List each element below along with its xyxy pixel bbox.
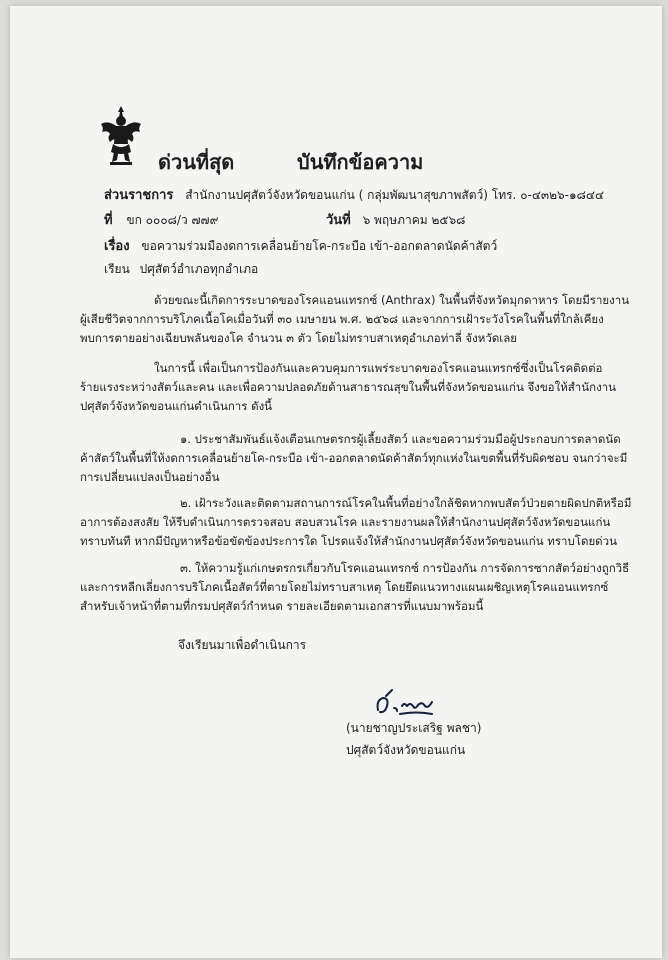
paragraph-line: ทราบทันที หากมีปัญหาหรือข้อขัดข้องประการใด โปรดแจ้งให้สำนักงานปศุสัตว์จังหวัดขอนแก่น ทราบโดยด่วน <box>80 534 617 548</box>
date-line <box>326 209 465 230</box>
paragraph-line: การเปลี่ยนแปลงเป็นอย่างอื่น <box>80 470 220 484</box>
recipient-label: เรียน <box>104 262 130 276</box>
subject-line <box>104 235 497 256</box>
paragraph-line: ร้ายแรงระหว่างสัตว์และคน และเพื่อความปลอดภัยด้านสาธารณสุขในพื้นที่จังหวัดขอนแก่น จึงขอให้สำนักงาน <box>80 380 617 394</box>
paragraph-line: และการหลีกเลี่ยงการบริโภคเนื้อสัตว์ที่ตายโดยไม่ทราบสาเหตุ โดยยึดแนวทางแผนเผชิญเหตุโรคแอนแทรกซ์ <box>80 580 609 594</box>
signer-position: ปศุสัตว์จังหวัดขอนแก่น <box>346 743 466 757</box>
date-label: วันที่ <box>326 213 351 228</box>
recipient-value: ปศุสัตว์อำเภอทุกอำเภอ <box>139 262 259 276</box>
paragraph-line: ปศุสัตว์จังหวัดขอนแก่นดำเนินการ ดังนี้ <box>80 399 273 413</box>
date-value: ๖ พฤษภาคม ๒๕๖๘ <box>362 213 466 227</box>
paragraph-line: ๒. เฝ้าระวังและติดตามสถานการณ์โรคในพื้นที่อย่างใกล้ชิดหากพบสัตว์ป่วยตายผิดปกติหรือมี <box>180 496 632 510</box>
action-item-2 <box>80 494 632 551</box>
reference-label: ที่ <box>104 213 113 228</box>
paragraph-line: อาการต้องสงสัย ให้รีบดำเนินการตรวจสอบ สอบสวนโรค และรายงานผลให้สำนักงานปศุสัตว์จังหวัดขอนแก่น <box>80 515 611 529</box>
paragraph-line: สำหรับเจ้าหน้าที่ตามที่กรมปศุสัตว์กำหนด รายละเอียดตามเอกสารที่แนบมาพร้อมนี้ <box>80 599 484 613</box>
paragraph-situation <box>80 291 630 348</box>
subject-value: ขอความร่วมมืองดการเคลื่อนย้ายโค-กระบือ เข้า-ออกตลาดนัดค้าสัตว์ <box>141 239 498 253</box>
action-item-1 <box>80 430 628 487</box>
paragraph-line: ผู้เสียชีวิตจากการบริโภคเนื้อโคเมื่อวันที่ ๓๐ เมษายน พ.ศ. ๒๕๖๘ และจากการเฝ้าระวังโรคในพื้นที่ใกล้เคียง <box>80 312 604 326</box>
action-item-3 <box>80 559 630 616</box>
handwritten-signature <box>370 686 440 720</box>
reference-value: ขก ๐๐๐๘/ว ๗๗๙ <box>126 213 219 227</box>
agency-value: สำนักงานปศุสัตว์จังหวัดขอนแก่น ( กลุ่มพัฒนาสุขภาพสัตว์) โทร. ๐-๔๓๒๖-๑๘๔๔ <box>185 188 605 202</box>
paragraph-line: ค้าสัตว์ในพื้นที่ให้งดการเคลื่อนย้ายโค-กระบือ เข้า-ออกตลาดนัดค้าสัตว์ทุกแห่งในเขตพื้นที่รับผิดชอบ จนกว่าจะมี <box>80 451 628 465</box>
subject-label: เรื่อง <box>104 239 130 254</box>
paragraph-purpose <box>80 359 620 416</box>
garuda-emblem-icon <box>98 104 144 166</box>
urgency-stamp: ด่วนที่สุด <box>158 150 235 174</box>
recipient-line <box>104 260 258 279</box>
closing-line: จึงเรียนมาเพื่อดำเนินการ <box>178 638 307 652</box>
agency-line <box>104 184 604 205</box>
paragraph-line: ในการนี้ เพื่อเป็นการป้องกันและควบคุมการแพร่ระบาดของโรคแอนแทรกซ์ซึ่งเป็นโรคติดต่อ <box>154 361 603 375</box>
paragraph-line: ด้วยขณะนี้เกิดการระบาดของโรคแอนแทรกซ์ (Anthrax) ในพื้นที่จังหวัดมุกดาหาร โดยมีรายงาน <box>154 293 630 307</box>
reference-line <box>104 209 218 230</box>
signer-name: (นายชาญประเสริฐ พลชา) <box>346 721 482 735</box>
paragraph-line: พบการตายอย่างเฉียบพลันของโค จำนวน ๓ ตัว โดยไม่ทราบสาเหตุอำเภอท่าลี่ จังหวัดเลย <box>80 331 518 345</box>
paragraph-line: ๓. ให้ความรู้แก่เกษตรกรเกี่ยวกับโรคแอนแทรกซ์ การป้องกัน การจัดการซากสัตว์อย่างถูกวิธี <box>180 561 630 575</box>
memo-title: บันทึกข้อความ <box>297 150 424 174</box>
agency-label: ส่วนราชการ <box>104 188 174 203</box>
paragraph-line: ๑. ประชาสัมพันธ์แจ้งเตือนเกษตรกรผู้เลี้ยงสัตว์ และขอความร่วมมือผู้ประกอบการตลาดนัด <box>180 432 621 446</box>
